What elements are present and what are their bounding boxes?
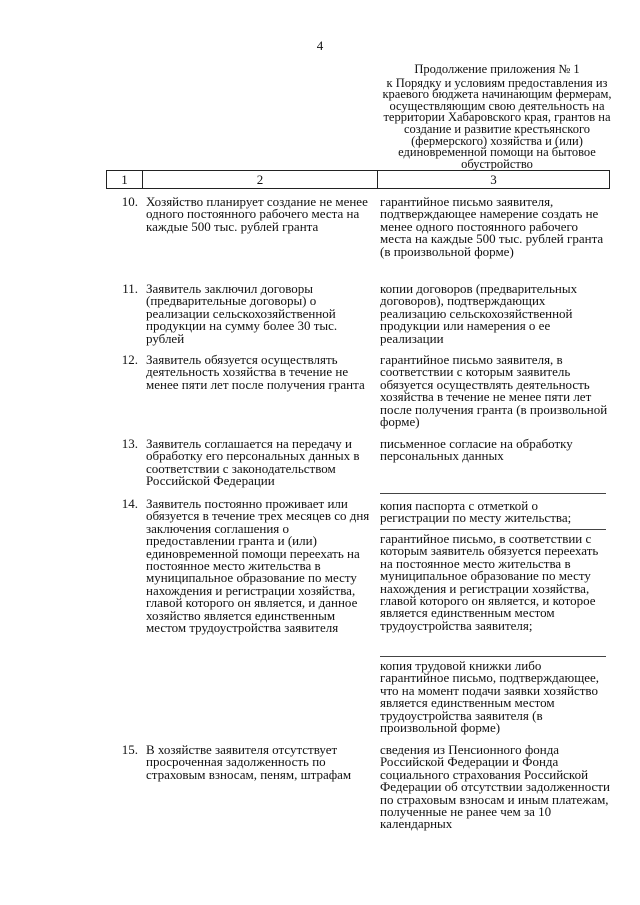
row-number: 14.	[121, 496, 138, 511]
document-list	[380, 660, 610, 734]
column-number-header	[106, 170, 610, 189]
document-list	[380, 354, 610, 428]
document-list	[380, 744, 610, 831]
column-number-1: 1	[107, 171, 143, 189]
criterion-text: В хозяйстве заявителя отсутствует просроченная задолженность по страховым взносам, пеням, штрафам	[146, 742, 352, 782]
column-number-3: 3	[378, 171, 610, 189]
document-item: сведения из Пенсионного фонда Российской Федерации и Фонда социального страхования Российской Федерации об отсутствии задолженности по страховым взносам и иным платежам, полученные не ранее чем за 10 календарных	[380, 742, 610, 832]
document-list	[380, 533, 610, 632]
document-list	[380, 196, 610, 258]
row-number: 10.	[121, 194, 138, 209]
appendix-continuation-line: Продолжение приложения № 1	[414, 62, 580, 76]
document-list	[380, 283, 610, 345]
criterion-text: Заявитель обязуется осуществлять деятельность хозяйства в течение не менее пяти лет после получения гранта	[146, 352, 365, 392]
column-number-2: 2	[143, 171, 378, 189]
document-item: гарантийное письмо заявителя, в соответствии с которым заявитель обязуется осуществлять деятельность хозяйства в течение не менее пяти лет после получения гранта (в произвольной форме)	[380, 352, 608, 430]
appendix-heading	[368, 64, 626, 170]
document-item: гарантийное письмо заявителя, подтверждающее намерение создать не менее одного постоянного рабочего места на каждые 500 тыс. рублей гранта (в произвольной форме)	[380, 194, 604, 259]
row-number: 12.	[121, 352, 138, 367]
document-item: копия трудовой книжки либо гарантийное письмо, подтверждающее, что на момент подачи заявки хозяйство является единственным местом трудоустройства заявителя (в произвольной форме)	[380, 658, 599, 736]
document-item: копии договоров (предварительных договоров), подтверждающих реализацию сельскохозяйственной продукции или намерения о ее реализации	[380, 281, 578, 346]
row-number: 13.	[121, 436, 138, 451]
document-item: копия паспорта с отметкой о регистрации по месту жительства;	[380, 498, 572, 526]
cell-divider	[380, 493, 606, 494]
cell-divider	[380, 529, 606, 530]
document-list	[380, 498, 610, 525]
row-number: 15.	[121, 742, 138, 757]
document-item: письменное согласие на обработку персональных данных	[380, 436, 573, 464]
criterion-text: Хозяйство планирует создание не менее одного постоянного рабочего места на каждые 500 тыс. рублей гранта	[146, 194, 368, 234]
cell-divider	[380, 656, 606, 657]
criterion-text: Заявитель заключил договоры (предварительные договоры) о реализации сельскохозяйственной продукции на сумму более 30 тыс. рублей	[146, 281, 338, 346]
document-item: гарантийное письмо, в соответствии с которым заявитель обязуется переехать на постоянное место жительства в муниципальное образование по месту нахождения и регистрации хозяйства, главой которого он является, и которое является единственным местом трудоустройства заявителя;	[380, 531, 599, 633]
criterion-text: Заявитель постоянно проживает или обязуется в течение трех месяцев со дня заключения соглашения о предоставлении гранта и (или) единовременной помощи переехать на постоянное место жительства в муниципальное образование по месту нахождения и регистрации хозяйства, главой которого он является, и данное хозяйство является единственным местом трудоустройства заявителя	[146, 496, 370, 636]
appendix-reference: к Порядку и условиям предоставления из краевого бюджета начинающим фермерам, осуществляющим свою деятельность на территории Хабаровского края, грантов на создание и развитие крестьянского (фермерского) хозяйства и (или) единовременной помощи на бытовое обустройство	[382, 75, 612, 171]
criterion-text: Заявитель соглашается на передачу и обработку его персональных данных в соответствии с законодательством Российской Федерации	[146, 436, 360, 489]
page-number: 4	[316, 38, 324, 53]
row-number: 11.	[122, 281, 138, 296]
document-list	[380, 438, 610, 463]
